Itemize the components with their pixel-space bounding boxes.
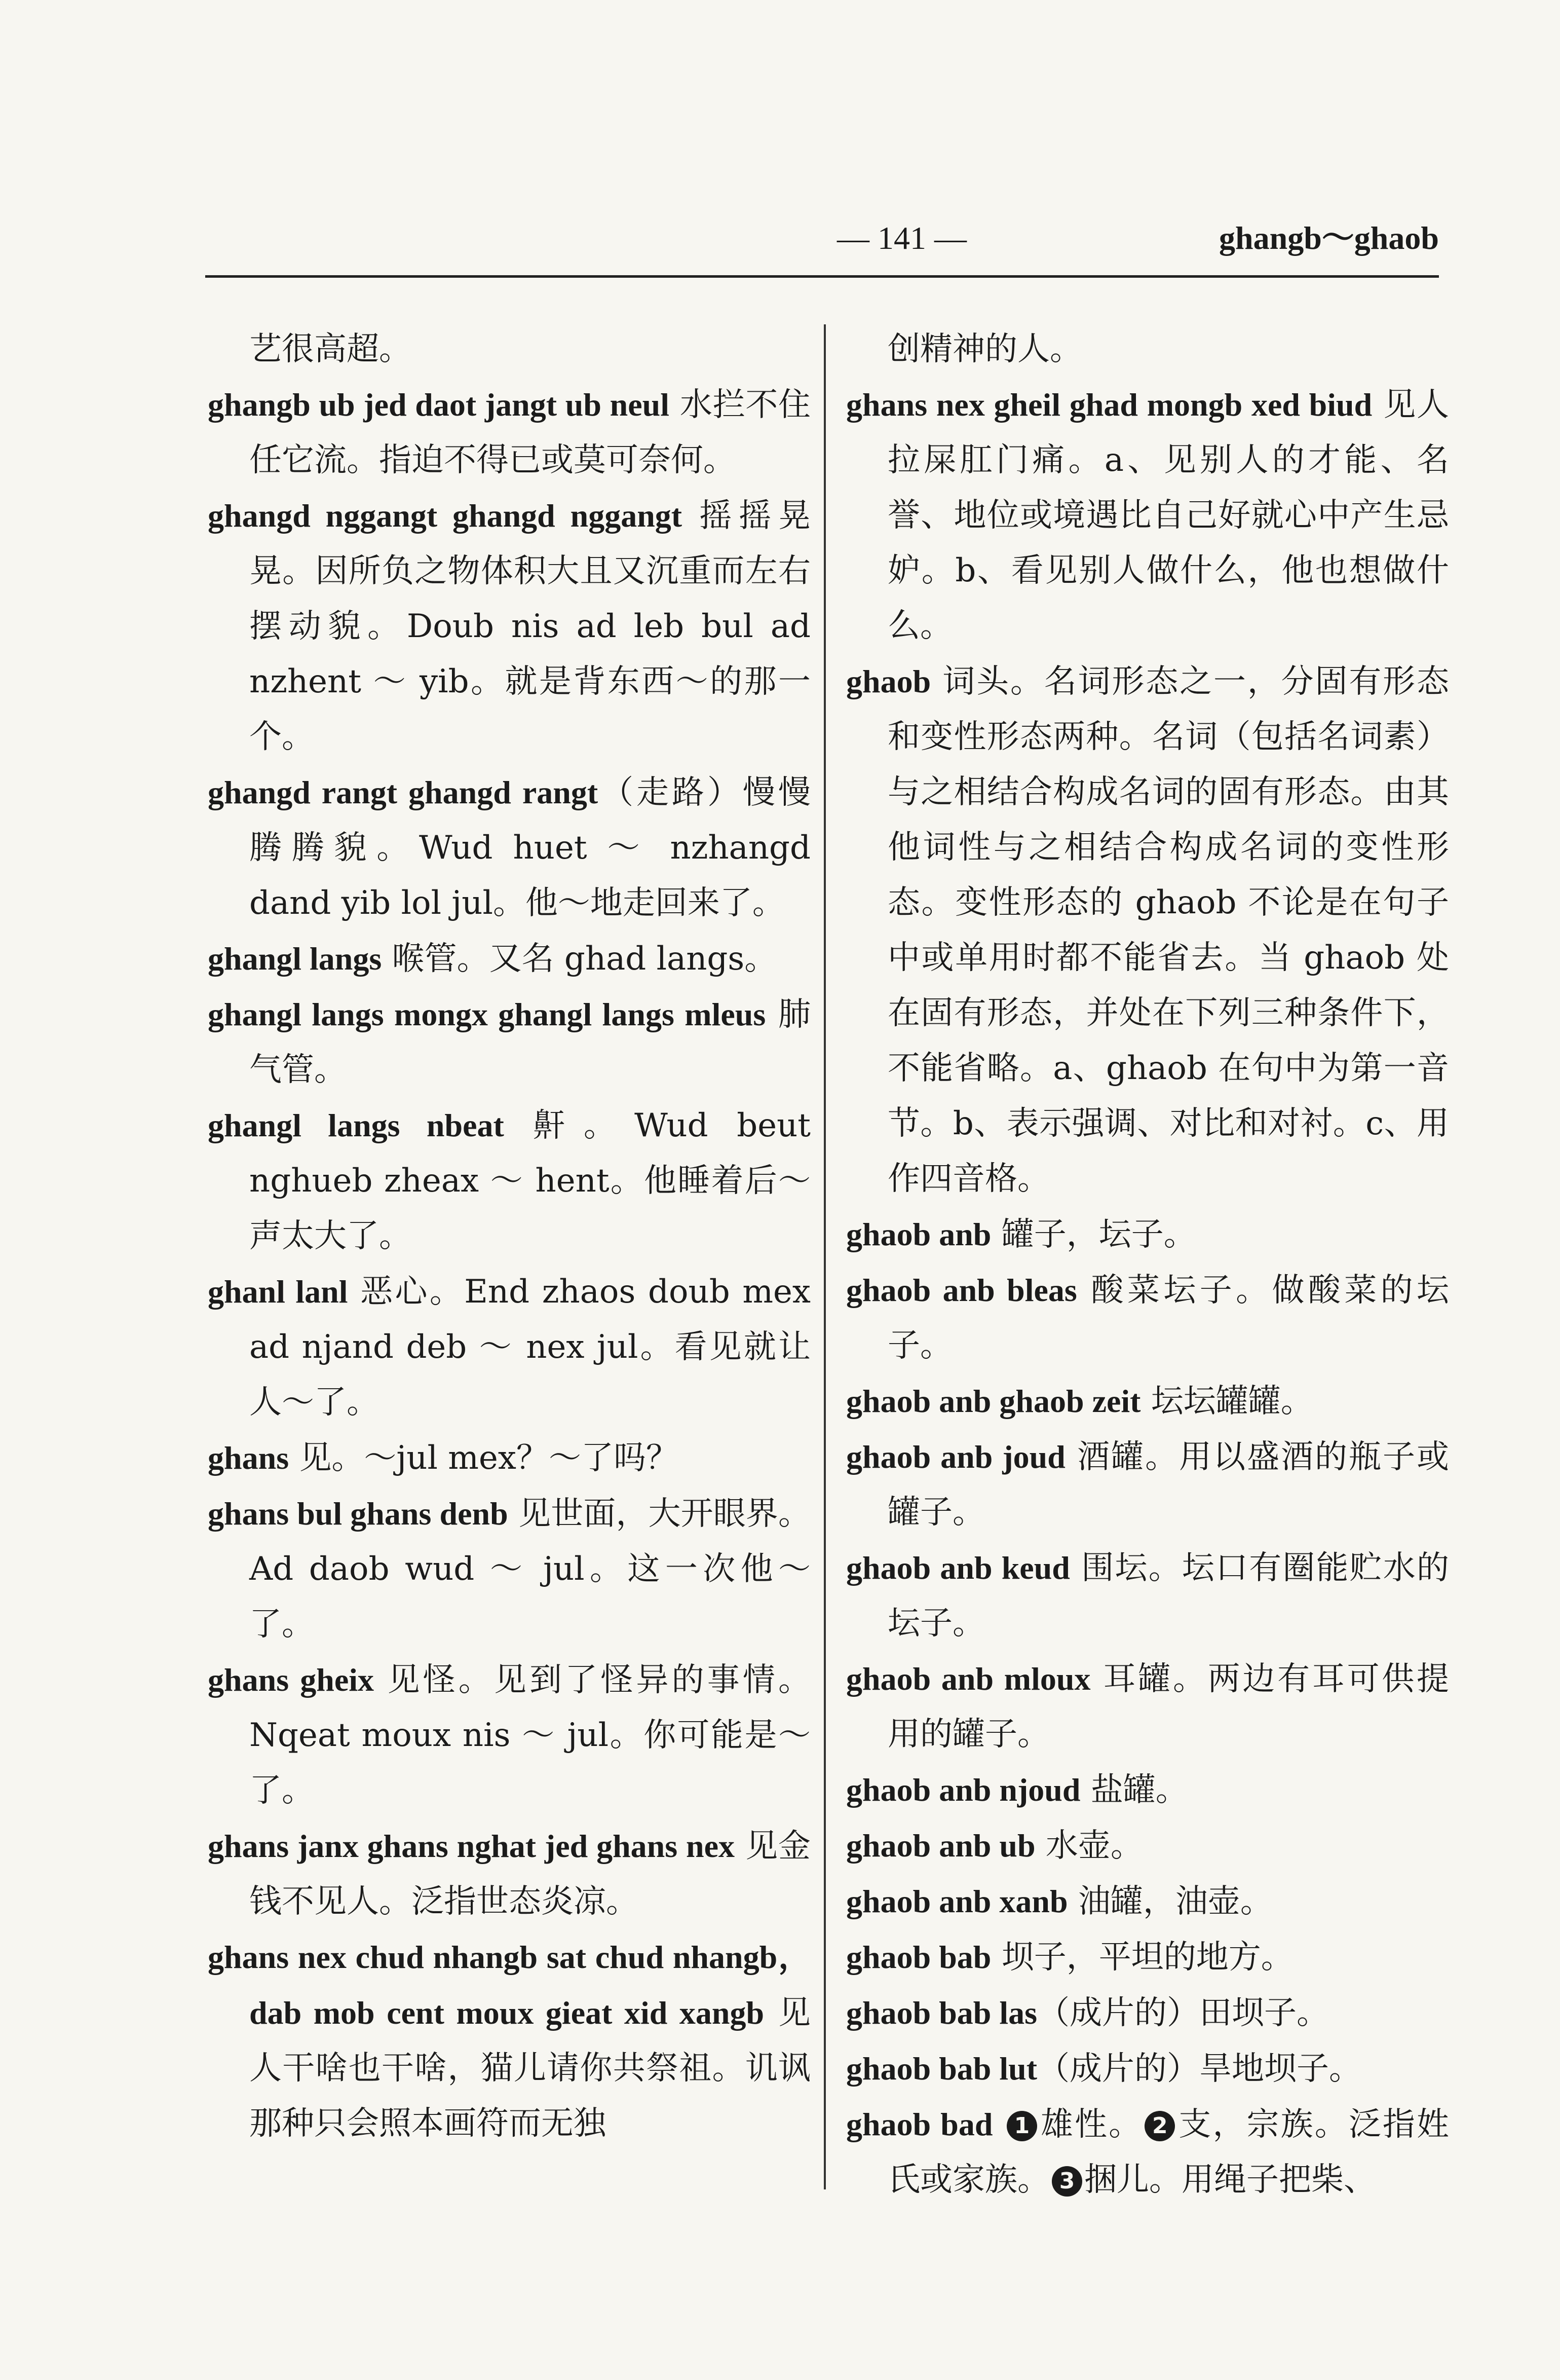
entry-sense: 雄性。 (1039, 2106, 1143, 2143)
entry-headword: ghaob anb (846, 1216, 992, 1252)
entry-definition: 词头。名词形态之一，分固有形态和变性形态两种。名词（包括名词素）与之相结合构成名词的固有形态。由其他词性与之相结合构成名词的变性形态。变性形态的 ghaob 不论是在句子中或单用时都不能省去。当 ghaob 处在固有形态，并处在下列三种条件下，不能省略。a、ghaob 在句中为第一音节。b、表示强调、对比和对衬。c、用作四音格。 (888, 663, 1449, 1198)
entry-headword: ghaob bab (846, 1939, 992, 1975)
dictionary-entry (846, 1874, 1449, 1929)
dictionary-entry (208, 1486, 811, 1652)
entry-definition: （成片的）旱地坝子。 (1037, 2050, 1362, 2088)
entry-headword: ghaob (846, 663, 931, 699)
entry-definition: 肺气管。 (249, 996, 811, 1089)
sense-number-2-icon: 2 (1145, 2111, 1175, 2141)
entry-definition: 酸菜坛子。做酸菜的坛子。 (888, 1272, 1449, 1364)
dictionary-entry (846, 1929, 1449, 1985)
entry-headword: ghaob anb xanb (846, 1883, 1068, 1919)
dictionary-entry (208, 488, 811, 765)
dictionary-entry (208, 1818, 811, 1929)
entry-headword: ghangl langs (208, 941, 382, 977)
entry-headword: ghans gheix (208, 1662, 374, 1698)
dictionary-entry (846, 1651, 1449, 1762)
dictionary-entry (846, 2041, 1449, 2097)
entry-headword: ghans nex gheil ghad mongb xed biud (846, 387, 1373, 423)
entry-headword: ghaob bab lut (846, 2051, 1038, 2087)
entry-definition: 见世面，大开眼界。Ad daob wud ～ jul。这一次他～了。 (249, 1495, 811, 1643)
entry-headword: ghangd nggangt ghangd nggangt (208, 498, 682, 534)
dictionary-entry (846, 1429, 1449, 1540)
entry-headword: ghanl lanl (208, 1274, 348, 1310)
entry-headword: ghans janx ghans nghat jed ghans nex (208, 1828, 735, 1864)
entry-definition: 鼾。Wud beut nghueb zheax ～ hent。他睡着后～声太大了。 (249, 1107, 811, 1255)
dictionary-entry (846, 377, 1449, 654)
entry-headword: ghaob bab las (846, 1995, 1038, 2031)
entry-headword: ghaob anb bleas (846, 1272, 1077, 1308)
page-number: — 141 — (837, 220, 967, 256)
running-head: ghangb～ghaob (1219, 220, 1439, 256)
entry-sense: 支，宗族。泛指姓氏或家族。 (888, 2106, 1450, 2199)
entry-definition: 坛坛罐罐。 (1140, 1383, 1313, 1420)
header-rule (205, 275, 1439, 278)
dictionary-entry (846, 1262, 1449, 1373)
dictionary-entry (208, 1929, 811, 2151)
entry-definition: 见怪。见到了怪异的事情。Nqeat moux nis ～ jul。你可能是～了。 (249, 1661, 811, 1809)
dictionary-entry (208, 1652, 811, 1818)
dictionary-entry (208, 765, 811, 931)
entry-headword: ghaob anb keud (846, 1550, 1070, 1586)
entry-definition: （成片的）田坝子。 (1037, 1994, 1329, 2032)
entry-headword: ghans bul ghans denb (208, 1496, 508, 1532)
entry-headword: ghangl langs nbeat (208, 1107, 504, 1143)
entry-definition: 耳罐。两边有耳可供提用的罐子。 (888, 1660, 1450, 1753)
page-header (203, 213, 1439, 269)
entry-definition: 见。～jul mex？～了吗？ (289, 1439, 678, 1477)
dictionary-entry (208, 1430, 811, 1486)
entry-definition: 喉管。又名 ghad langs。 (382, 940, 777, 978)
entry-definition: 坝子，平坦的地方。 (991, 1939, 1293, 1976)
entry-definition: 摇摇晃晃。因所负之物体积大且又沉重而左右摆动貌。Doub nis ad leb bul ad nzhent ～ yib。就是背东西～的那一个。 (249, 497, 811, 756)
dictionary-entry (208, 987, 811, 1098)
dictionary-entry (846, 654, 1449, 1207)
entry-definition: （走路）慢慢腾腾貌。Wud huet ～ nzhangd dand yib lol jul。他～地走回来了。 (249, 774, 811, 922)
entry-headword: ghaob anb joud (846, 1439, 1066, 1475)
entry-definition: 创精神的人。 (888, 330, 1082, 368)
dictionary-entry (208, 1098, 811, 1264)
entry-definition: 见金钱不见人。泛指世态炎凉。 (249, 1828, 811, 1920)
dictionary-entry (846, 1373, 1449, 1429)
entry-headword: ghaob bad (846, 2106, 993, 2142)
entry-headword: ghangb ub jed daot jangt ub neul (208, 387, 669, 423)
entry-definition: 见人拉屎肛门痛。a、见别人的才能、名誉、地位或境遇比自己好就心中产生忌妒。b、看见别人做什么，他也想做什么。 (888, 386, 1449, 645)
entry-definition: 恶心。End zhaos doub mex ad njand deb ～ nex jul。看见就让人～了。 (249, 1273, 811, 1421)
dictionary-entry (208, 322, 811, 377)
entry-definition: 见人干啥也干啥，猫儿请你共祭祖。讥讽那种只会照本画符而无独 (249, 1994, 811, 2142)
entry-definition: 酒罐。用以盛酒的瓶子或罐子。 (888, 1438, 1450, 1531)
sense-number-3-icon: 3 (1052, 2166, 1082, 2197)
dictionary-entry (846, 1985, 1449, 2041)
dictionary-entry (846, 2097, 1449, 2208)
dictionary-entry (846, 1207, 1449, 1262)
entry-definition: 油罐，油壶。 (1068, 1883, 1273, 1920)
entry-headword: ghans (208, 1440, 289, 1476)
entry-headword: ghaob anb mloux (846, 1661, 1091, 1697)
entry-definition: 罐子，坛子。 (991, 1216, 1196, 1253)
left-column (208, 322, 811, 2151)
entry-definition: 水拦不住任它流。指迫不得已或莫可奈何。 (249, 386, 811, 479)
entry-headword: ghangd rangt ghangd rangt (208, 774, 598, 810)
entry-sense: 捆儿。用绳子把柴、 (1084, 2161, 1376, 2199)
entry-headword: ghangl langs mongx ghangl langs mleus (208, 996, 766, 1032)
entry-headword: ghans nex chud nhangb sat chud nhangb，dab mob cent moux gieat xid xangb (208, 1939, 811, 2031)
dictionary-entry (208, 377, 811, 488)
column-divider (824, 324, 826, 2189)
dictionary-entry (846, 1762, 1449, 1818)
entry-definition: 围坛。坛口有圈能贮水的坛子。 (888, 1549, 1450, 1642)
dictionary-entry (846, 1540, 1449, 1651)
dictionary-entry (208, 1264, 811, 1430)
dictionary-entry (208, 931, 811, 987)
dictionary-entry (846, 1818, 1449, 1874)
entry-headword: ghaob anb ghaob zeit (846, 1383, 1141, 1419)
dictionary-entry (846, 322, 1449, 377)
entry-headword: ghaob anb njoud (846, 1772, 1081, 1808)
entry-definition: 水壶。 (1035, 1827, 1143, 1865)
entry-headword: ghaob anb ub (846, 1828, 1036, 1864)
sense-number-1-icon: 1 (1007, 2111, 1037, 2141)
right-column (846, 322, 1449, 2208)
entry-definition: 盐罐。 (1080, 1771, 1188, 1809)
entry-definition: 艺很高超。 (249, 330, 411, 368)
